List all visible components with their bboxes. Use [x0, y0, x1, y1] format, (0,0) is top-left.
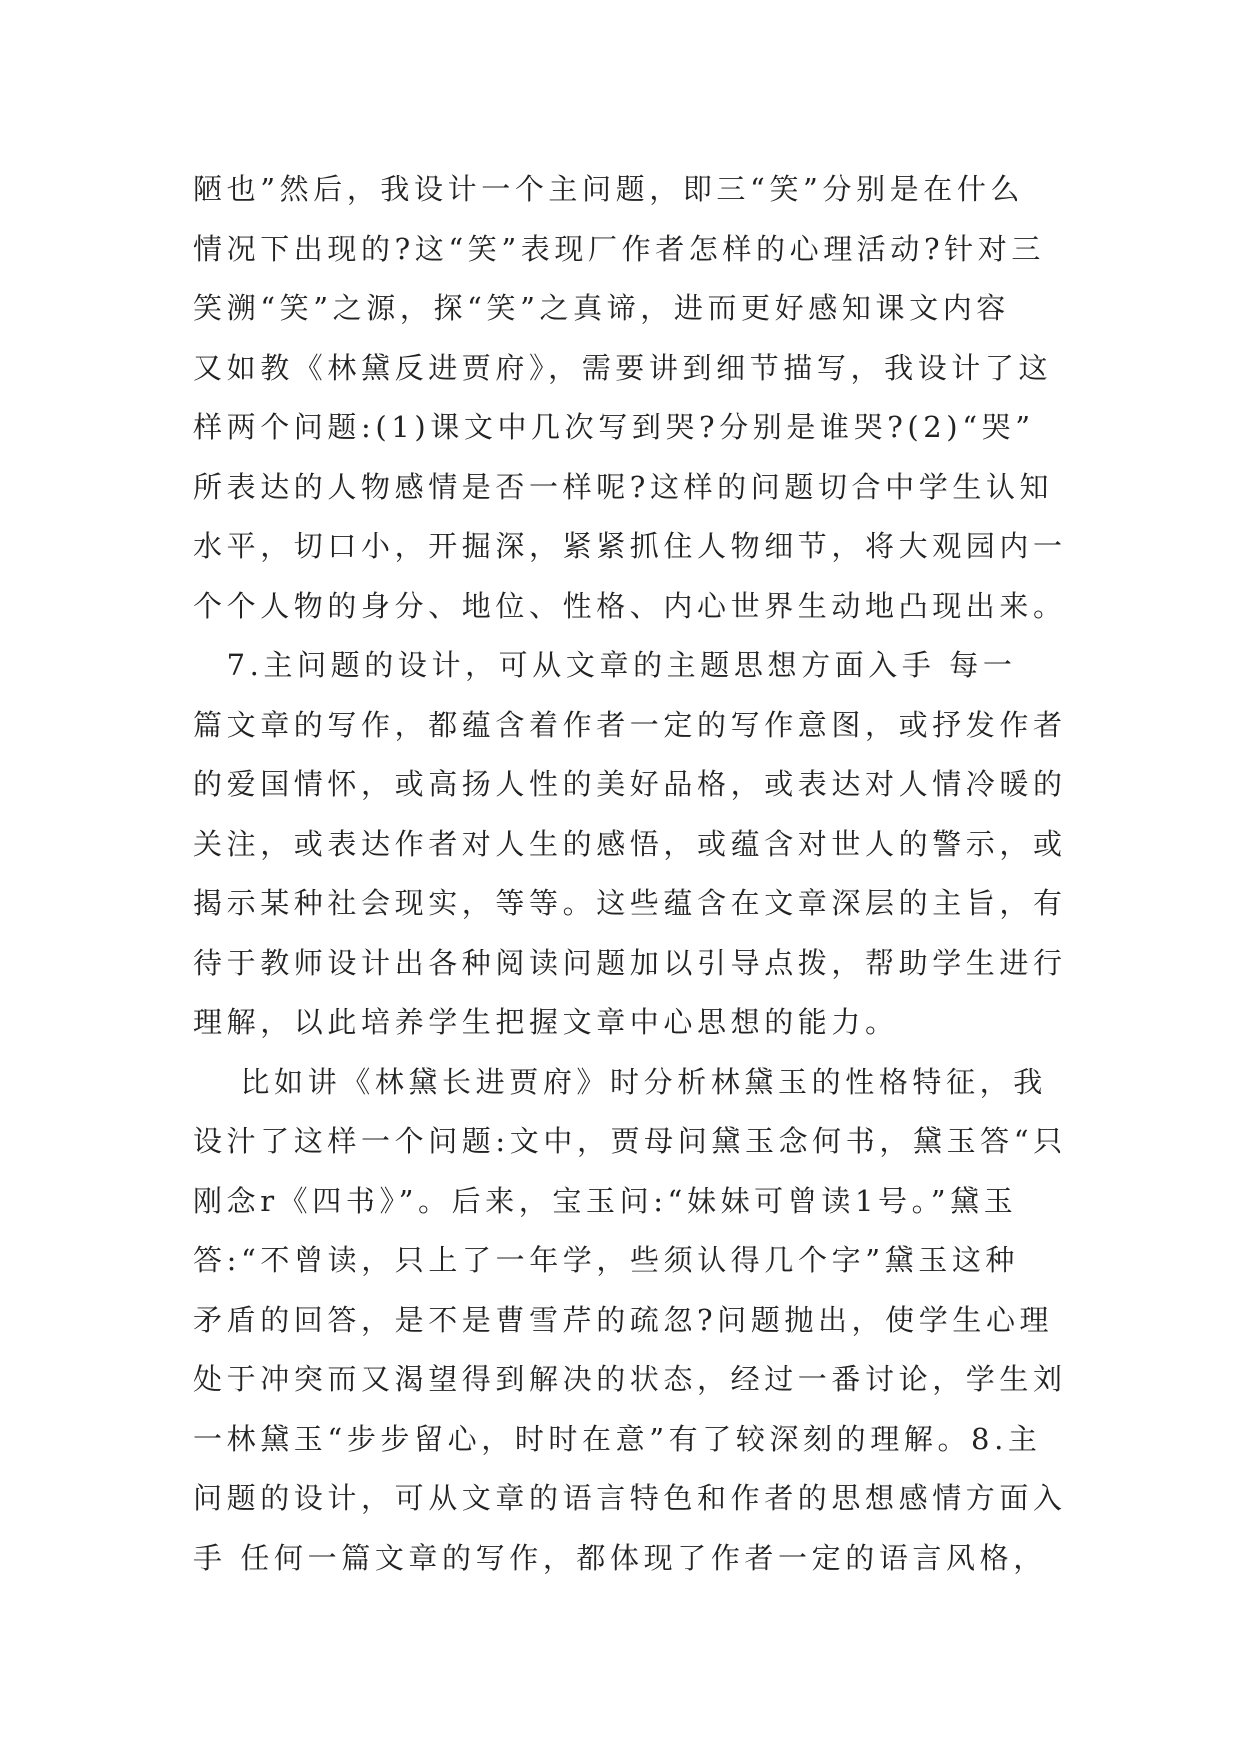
text-line: 关注，或表达作者对人生的感悟，或蕴含对世人的警示，或	[193, 826, 1067, 861]
text-line: 的爱国情怀，或高扬人性的美好品格，或表达对人情冷暖的	[193, 767, 1067, 801]
text-line: 设汁了这样一个问题:文中，贾母问黛玉念何书，黛玉答“只	[193, 1124, 1067, 1158]
text-line: 一林黛玉“步步留心，时时在意”有了较深刻的理解。8.主	[193, 1421, 1042, 1456]
text-line: 7.主问题的设计，可从文章的主题思想方面入手 每一	[193, 648, 1017, 682]
text-line: 陋也”然后，我设计一个主问题，即三“笑”分别是在什么	[193, 172, 1025, 206]
text-line: 又如教《林黛反进贾府》，需要讲到细节描写，我设计了这	[193, 350, 1053, 385]
text-line: 揭示某种社会现实，等等。这些蕴含在文章深层的主旨，有	[193, 886, 1067, 920]
text-line: 处于冲突而又渴望得到解决的状态，经过一番讨论，学生刘	[193, 1362, 1067, 1396]
text-line: 水平，切口小，开掘深，紧紧抓住人物细节，将大观园内一	[193, 529, 1067, 563]
body-text	[193, 160, 1073, 1588]
text-line: 情况下出现的?这“笑”表现厂作者怎样的心理活动?针对三	[193, 231, 1045, 266]
text-line: 所表达的人物感情是否一样呢?这样的问题切合中学生认知	[193, 469, 1054, 504]
text-line: 刚念r《四书》”。后来，宝玉问:“妹妹可曾读1号。”黛玉	[193, 1183, 1018, 1218]
text-line: 答:“不曾读，只上了一年学，些须认得几个字”黛玉这种	[193, 1243, 1020, 1277]
text-line: 待于教师设计出各种阅读问题加以引导点拨，帮助学生进行	[193, 945, 1067, 980]
text-line: 笑溯“笑”之源，探“笑”之真谛，进而更好感知课文内容	[193, 291, 1010, 325]
text-line: 比如讲《林黛长进贾府》时分析林黛玉的性格特征，我	[193, 1064, 1047, 1099]
text-line: 手 任何一篇文章的写作，都体现了作者一定的语言风格，	[193, 1540, 1047, 1575]
text-line: 个个人物的身分、地位、性格、内心世界生动地凸现出来。	[193, 588, 1067, 623]
text-line: 理解，以此培养学生把握文章中心思想的能力。	[193, 1005, 899, 1039]
text-line: 矛盾的回答，是不是曹雪芹的疏忽?问题抛出，使学生心理	[193, 1302, 1054, 1337]
text-line: 样两个问题:(1)课文中几次写到哭?分别是谁哭?(2)“哭”	[193, 410, 1035, 444]
text-line: 篇文章的写作，都蕴含着作者一定的写作意图，或抒发作者	[193, 707, 1067, 742]
text-line: 问题的设计，可从文章的语言特色和作者的思想感情方面入	[193, 1481, 1067, 1515]
